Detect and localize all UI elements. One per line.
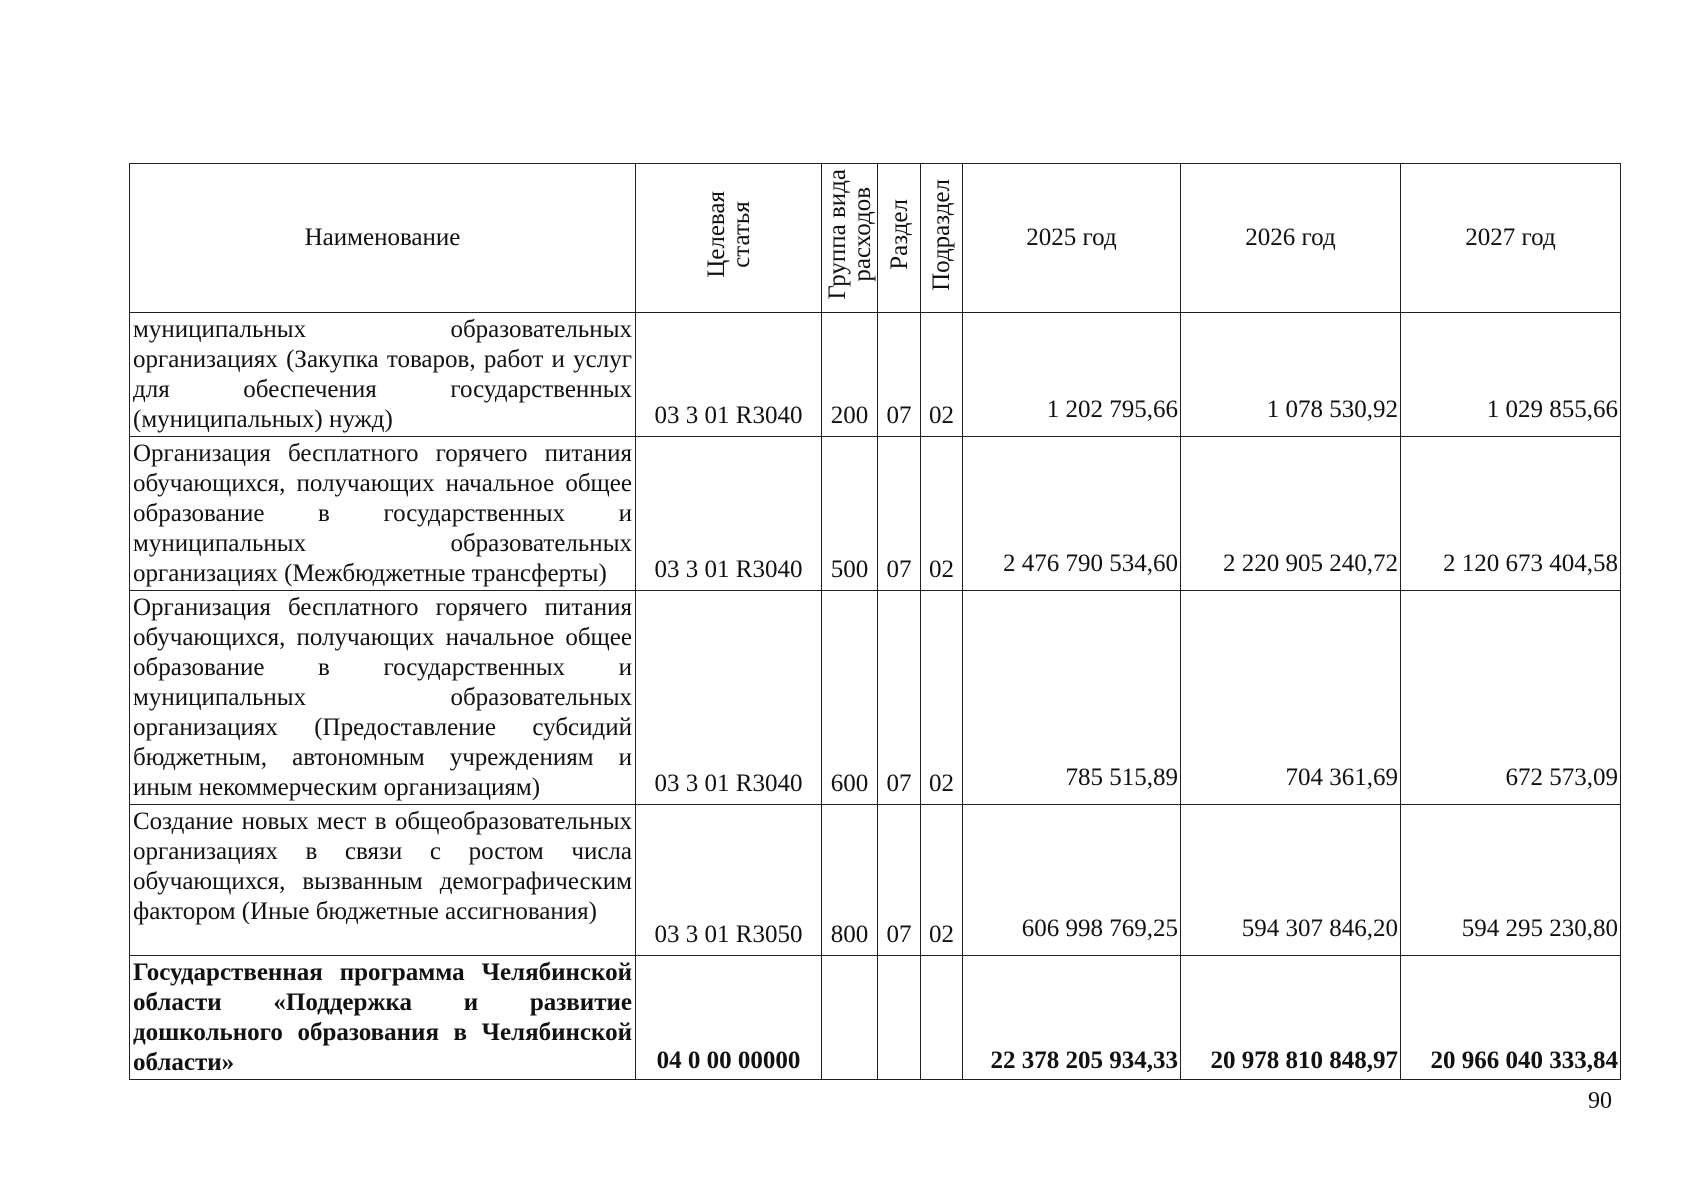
page-number: 90 <box>1588 1088 1612 1114</box>
header-subsection-label: Подраздел <box>928 178 955 291</box>
row-2025: 1 202 795,66 <box>963 313 1181 437</box>
row-2026: 2 220 905 240,72 <box>1181 437 1401 591</box>
table-row <box>130 437 1621 591</box>
row-section <box>878 956 921 1080</box>
row-2025: 785 515,89 <box>963 591 1181 805</box>
header-row <box>130 164 1621 313</box>
row-code: 04 0 00 00000 <box>636 956 822 1080</box>
header-2025: 2025 год <box>963 164 1181 313</box>
header-group-label: Группа вида расходов <box>823 169 876 300</box>
row-section: 07 <box>878 313 921 437</box>
header-section-label: Раздел <box>885 199 913 270</box>
table-row <box>130 805 1621 956</box>
row-2025: 606 998 769,25 <box>963 805 1181 956</box>
row-name: Государственная программа Челябинской области «Поддержка и развитие дошкольного образования в Челябинской области» <box>130 956 636 1080</box>
row-subsection <box>921 956 963 1080</box>
row-name: муниципальных образовательных организациях (Закупка товаров, работ и услуг для обеспечения государственных (муниципальных) нужд) <box>130 313 636 437</box>
row-group <box>822 956 878 1080</box>
header-2027: 2027 год <box>1401 164 1621 313</box>
table-row <box>130 591 1621 805</box>
row-code: 03 3 01 R3040 <box>636 591 822 805</box>
header-group <box>822 164 878 313</box>
row-section: 07 <box>878 437 921 591</box>
table-row <box>130 313 1621 437</box>
row-2027: 1 029 855,66 <box>1401 313 1621 437</box>
row-code: 03 3 01 R3050 <box>636 805 822 956</box>
row-group: 200 <box>822 313 878 437</box>
row-2027: 672 573,09 <box>1401 591 1621 805</box>
table-row-program <box>130 956 1621 1080</box>
row-2026: 1 078 530,92 <box>1181 313 1401 437</box>
row-2027: 594 295 230,80 <box>1401 805 1621 956</box>
row-2027: 2 120 673 404,58 <box>1401 437 1621 591</box>
budget-table <box>129 163 1621 1080</box>
row-2026: 20 978 810 848,97 <box>1181 956 1401 1080</box>
row-group: 500 <box>822 437 878 591</box>
header-target <box>636 164 822 313</box>
row-code: 03 3 01 R3040 <box>636 313 822 437</box>
row-2027: 20 966 040 333,84 <box>1401 956 1621 1080</box>
row-2025: 2 476 790 534,60 <box>963 437 1181 591</box>
row-2025: 22 378 205 934,33 <box>963 956 1181 1080</box>
row-group: 800 <box>822 805 878 956</box>
row-section: 07 <box>878 591 921 805</box>
row-section: 07 <box>878 805 921 956</box>
row-subsection: 02 <box>921 313 963 437</box>
row-name: Организация бесплатного горячего питания обучающихся, получающих начальное общее образование в государственных и муниципальных образовательных организациях (Межбюджетные трансферты) <box>130 437 636 591</box>
row-2026: 704 361,69 <box>1181 591 1401 805</box>
header-name: Наименование <box>130 164 636 313</box>
row-code: 03 3 01 R3040 <box>636 437 822 591</box>
row-subsection: 02 <box>921 591 963 805</box>
row-group: 600 <box>822 591 878 805</box>
row-name: Организация бесплатного горячего питания обучающихся, получающих начальное общее образование в государственных и муниципальных образовательных организациях (Предоставление субсидий бюджетным, автономным учреждениям и иным некоммерческим организациям) <box>130 591 636 805</box>
row-subsection: 02 <box>921 437 963 591</box>
header-section <box>878 164 921 313</box>
row-name: Создание новых мест в общеобразовательных организациях в связи с ростом числа обучающихся, вызванным демографическим фактором (Иные бюджетные ассигнования) <box>130 805 636 956</box>
header-subsection <box>921 164 963 313</box>
row-2026: 594 307 846,20 <box>1181 805 1401 956</box>
header-2026: 2026 год <box>1181 164 1401 313</box>
row-subsection: 02 <box>921 805 963 956</box>
header-target-label: Целевая статья <box>702 191 755 278</box>
